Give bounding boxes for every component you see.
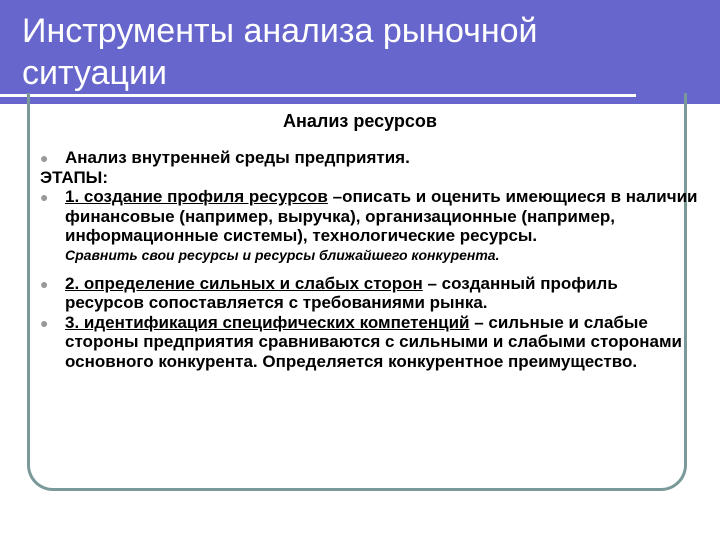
slide-title: Инструменты анализа рыночной ситуации — [22, 12, 538, 92]
list-item — [40, 187, 700, 246]
bullet-icon: ● — [40, 150, 49, 166]
list-item — [40, 313, 700, 372]
bullet-icon: ● — [40, 314, 49, 331]
step1-text: –описать и оценить имеющиеся в наличии финансовые (например, выручка), организационные (например, информационные системы), технологические ресурсы. — [65, 187, 698, 245]
slide-subtitle: Анализ ресурсов — [283, 111, 437, 131]
bullet-icon: ● — [40, 275, 49, 292]
step1-note: Сравнить свои ресурсы и ресурсы ближайшего конкурента. — [65, 246, 500, 263]
step1-title: 1. создание профиля ресурсов — [65, 187, 328, 206]
step2-title: 2. определение сильных и слабых сторон — [65, 273, 423, 293]
stages-heading: ЭТАПЫ: — [40, 167, 108, 187]
bullet-icon: ● — [40, 189, 49, 205]
step3-title: 3. идентификация специфических компетенций — [65, 312, 470, 332]
intro-text: Анализ внутренней среды предприятия. — [65, 148, 410, 167]
step2-text: – созданный профиль ресурсов сопоставляется с требованиями рынка. — [65, 273, 618, 312]
step3-text: – сильные и слабые стороны предприятия сравниваются с сильными и слабыми сторонами основного конкурента. Определяется конкурентное преимущество. — [65, 312, 682, 371]
slide-body — [40, 148, 700, 371]
list-item — [40, 274, 700, 313]
list-item — [40, 148, 700, 168]
